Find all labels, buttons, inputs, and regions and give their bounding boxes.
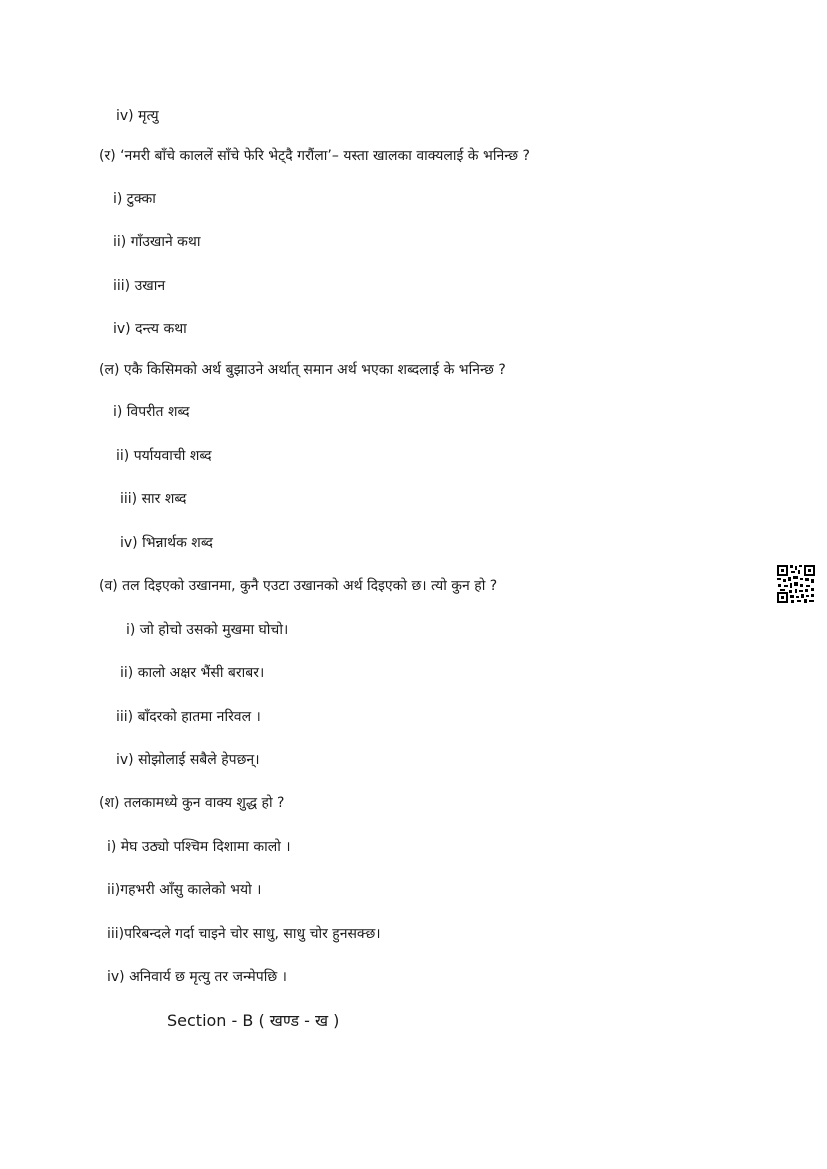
- question-sha: (श) तलकामध्ये कुन वाक्य शुद्ध हो ?: [99, 795, 285, 811]
- option-iv-sojholai: iv) सोझोलाई सबैले हेपछन्।: [116, 752, 260, 768]
- option-i-tukka: i) टुक्का: [113, 191, 156, 207]
- option-i-jo-hocho: i) जो होचो उसको मुखमा घोचो।: [126, 622, 289, 638]
- option-ii-gaaunkhane-katha: ii) गाँउखाने कथा: [113, 234, 201, 250]
- option-iii-saar-shabda: iii) सार शब्द: [120, 491, 187, 507]
- option-iii-paribandale: iii)परिबन्दले गर्दा चाइने चोर साधु, साधु चोर हुनसक्छ।: [107, 926, 381, 942]
- question-va: (व) तल दिइएको उखानमा, कुनै एउटा उखानको अर्थ दिइएको छ। त्यो कुन हो ?: [99, 578, 498, 594]
- option-iv-bhinnarthak-shabda: iv) भिन्नार्थक शब्द: [120, 535, 213, 551]
- qr-code-icon: [776, 564, 816, 604]
- section-b-heading: Section - B ( खण्ड - ख ): [167, 1011, 340, 1030]
- question-ra: (र) ‘नमरी बाँचे काललें साँचे फेरि भेट्दै गरौंला’– यस्ता खालका वाक्यलाई के भनिन्छ ?: [99, 148, 530, 164]
- option-iii-ukhaan: iii) उखान: [113, 278, 166, 294]
- option-ii-kalo-akshar: ii) कालो अक्षर भैंसी बराबर।: [120, 665, 265, 681]
- question-la: (ल) एकै किसिमको अर्थ बुझाउने अर्थात् समान अर्थ भएका शब्दलाई के भनिन्छ ?: [99, 362, 506, 378]
- option-ii-gahabhari-aansu: ii)गहभरी आँसु कालेको भयो ।: [107, 882, 262, 898]
- option-ii-paryayavachi-shabda: ii) पर्यायवाची शब्द: [116, 448, 212, 464]
- option-iv-mrityu: iv) मृत्यु: [116, 108, 159, 124]
- option-iv-dantya-katha: iv) दन्त्य कथा: [113, 321, 187, 337]
- option-iv-anivarya: iv) अनिवार्य छ मृत्यु तर जन्मेपछि ।: [107, 969, 287, 985]
- option-iii-baandarko-haatma: iii) बाँदरको हातमा नरिवल ।: [116, 709, 261, 725]
- option-i-megh-uthyo: i) मेघ उठ्यो पश्चिम दिशामा कालो ।: [107, 839, 291, 855]
- option-i-viparit-shabda: i) विपरीत शब्द: [113, 404, 190, 420]
